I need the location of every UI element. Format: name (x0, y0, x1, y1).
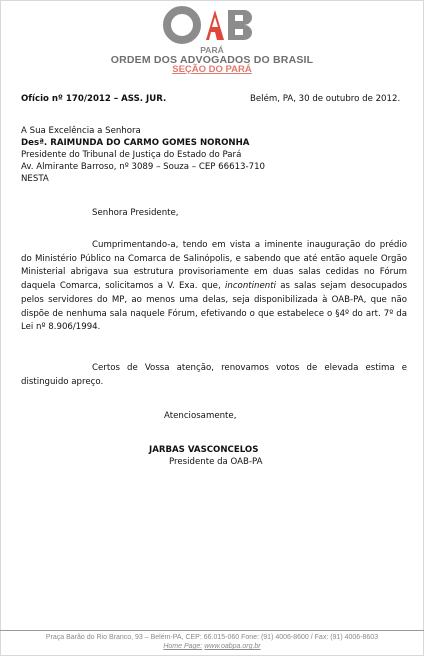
addressee-title: Desª. (21, 138, 48, 148)
document-reference: Ofício nº 170/2012 – ASS. JUR. (21, 94, 167, 104)
body-p1-italic: incontinenti (225, 281, 276, 292)
body-paragraph-1 (21, 239, 407, 335)
oab-logo (162, 6, 262, 44)
footer-homepage-link[interactable]: www.oabpa.org.br (204, 643, 261, 650)
body-p1-part1: Cumprimentando-a, tendo em vista a iminente inauguração do prédio do Ministério Público na Comarca de Salinópolis, e sabendo que até então aquele Orgão Ministerial abrigava sua estrutura provisoriamente em duas salas cedidas no Fórum daquela Comarca, solicitamos a V. Exa. que, (21, 240, 407, 292)
footer-address: Praça Barão do Rio Branco, 93 – Belém-PA, CEP: 66.015-060 Fone: (91) 4006-8600 / Fax: (91) 4006-8603 (45, 634, 379, 641)
addressee-line3: Presidente do Tribunal de Justiça do Estado do Pará (21, 150, 242, 160)
letterhead (0, 6, 424, 75)
oab-logo-graphic (162, 6, 262, 44)
footer-homepage (0, 642, 424, 651)
addressee-line4: Av. Almirante Barroso, nº 3089 – Souza – CEP 66613-710 (21, 162, 266, 172)
letterhead-section: SEÇÃO DO PARÁ (172, 64, 252, 75)
footer-homepage-label: Home Page: (163, 643, 203, 650)
addressee-line1: A Sua Excelência a Senhora (21, 126, 141, 136)
addressee-line5: NESTA (21, 174, 49, 184)
letterhead-organization: ORDEM DOS ADVOGADOS DO BRASIL (110, 54, 314, 66)
signature-name: JARBAS VASCONCELOS (149, 445, 259, 455)
salutation: Senhora Presidente, (92, 208, 179, 218)
addressee-name-line (21, 137, 249, 149)
addressee-name: RAIMUNDA DO CARMO GOMES NORONHA (50, 138, 250, 148)
letterhead-state: PARÁ (200, 45, 224, 55)
place-date: Belém, PA, 30 de outubro de 2012. (250, 94, 401, 104)
closing: Atenciosamente, (164, 411, 237, 421)
body-paragraph-2: Certos de Vossa atenção, renovamos votos de elevada estima e distinguido apreço. (21, 363, 407, 387)
signature-role: Presidente da OAB-PA (169, 457, 263, 467)
footer (0, 630, 424, 651)
body-p1-part2: as salas sejam desocupados pelos servidores do MP, ao menos uma delas, seja disponibilizada à OAB-PA, que não dispõe de nenhuma sala naquele Fórum, efetivando o que estabelece o §4º do art. 7º da Lei nº 8.906/1994. (21, 281, 408, 333)
